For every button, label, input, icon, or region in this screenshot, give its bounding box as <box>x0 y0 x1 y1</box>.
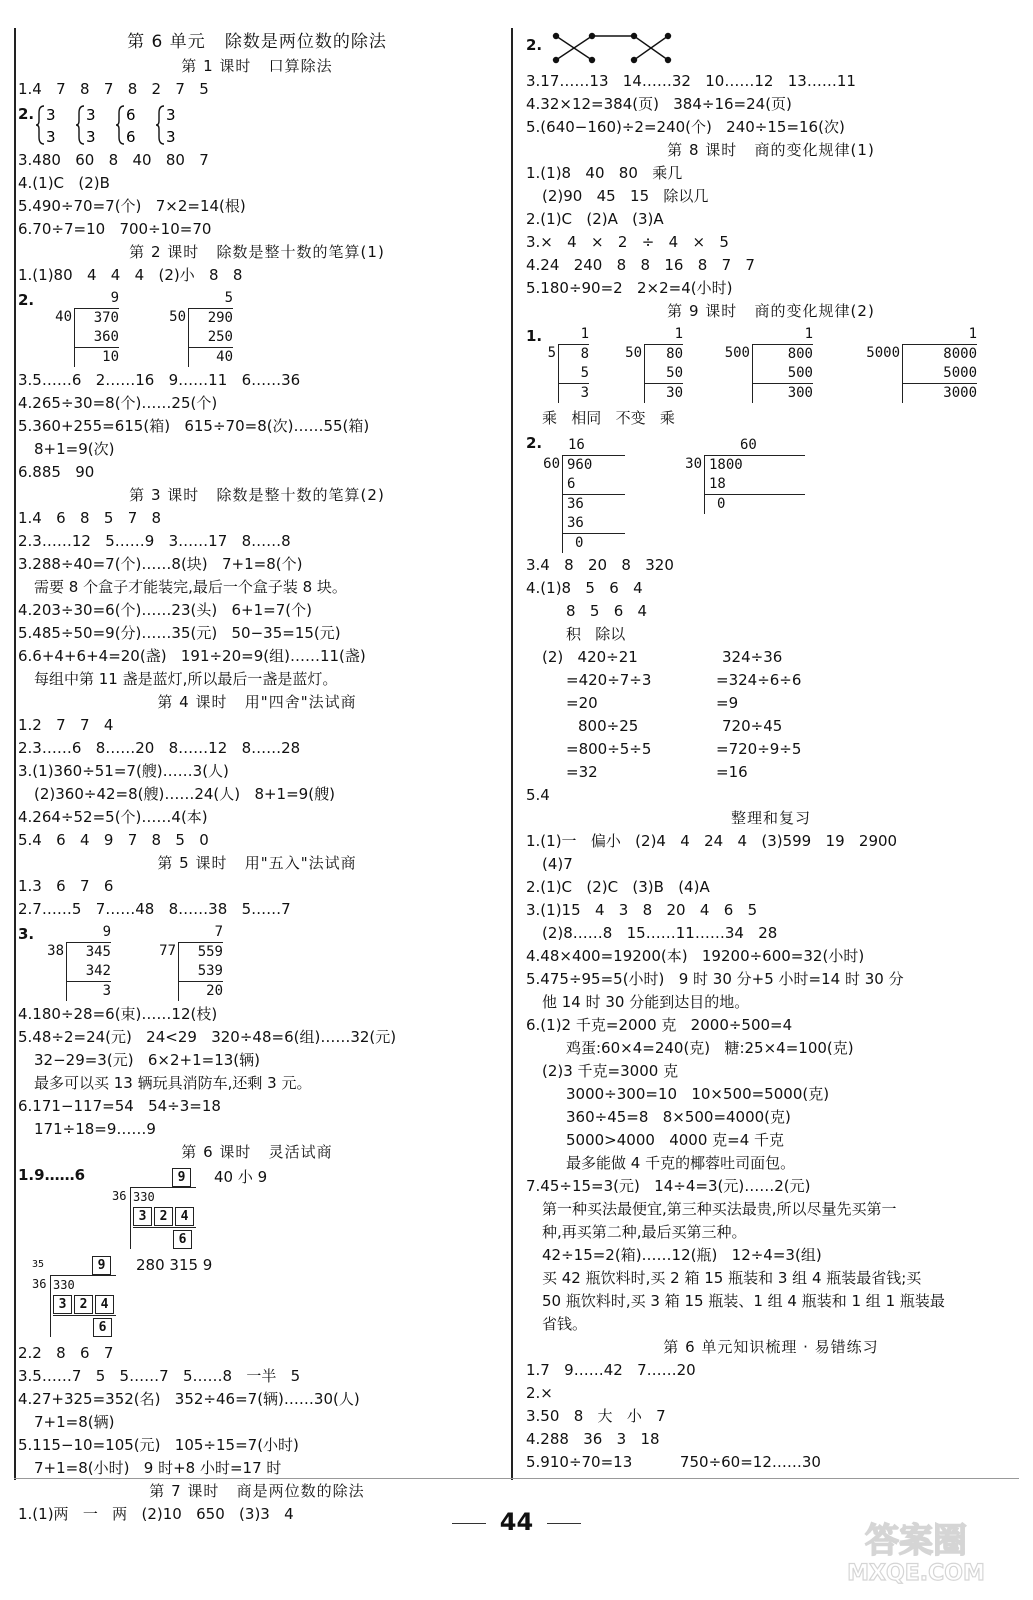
subtrahend: 50 <box>645 364 683 384</box>
brace-pairs <box>36 103 236 147</box>
dividend: 8 <box>580 346 589 362</box>
boxed-division <box>32 1256 116 1337</box>
subtrahend: 5 <box>559 364 589 384</box>
answer-line: (2)90 45 15 除以几 <box>542 187 709 205</box>
dividend: 345 <box>85 944 111 960</box>
divisor: 5000 <box>866 345 900 361</box>
matching-lines-diagram <box>544 30 694 66</box>
answer-line: 4.48×400=19200(本) 19200÷600=32(小时) <box>526 947 865 965</box>
exercise-title: 第 6 单元知识梳理 · 易错练习 <box>663 1338 879 1356</box>
divisor: 38 <box>47 943 64 959</box>
watermark-url: MXQE.COM <box>847 1561 985 1586</box>
answer-line: 171÷18=9……9 <box>34 1120 156 1138</box>
watermark-logo <box>821 1516 1011 1586</box>
long-division <box>618 325 683 403</box>
answer-line: (2)360÷42=8(艘)……24(人) 8+1=9(艘) <box>34 785 335 803</box>
divisor: 50 <box>169 309 186 325</box>
equation-row <box>526 761 1016 784</box>
long-division-block <box>526 325 1016 405</box>
equation-right: 324÷36 <box>722 648 783 666</box>
item-number: 2. <box>18 105 35 123</box>
long-division <box>840 325 977 403</box>
answer-line: 3.(1)360÷51=7(艘)……3(人) <box>18 762 229 780</box>
answer-line: 5.485÷50=9(分)……35(元) 50−35=15(元) <box>18 624 341 642</box>
equation-right: =16 <box>716 763 748 781</box>
answer-line: 7.45÷15=3(元) 14÷4=3(元)……2(元) <box>526 1177 811 1195</box>
remainder: 10 <box>102 349 119 365</box>
answer-line: 5.180÷90=2 2×2=4(小时) <box>526 279 733 297</box>
pair-value: 3 <box>86 106 96 124</box>
remainder: 0 <box>575 535 584 551</box>
answer-line: 鸡蛋:60×4=240(克) 糖:25×4=100(克) <box>566 1039 854 1057</box>
answer-line: (4)7 <box>542 855 573 873</box>
digit-box: 2 <box>74 1295 93 1314</box>
digit-box: 3 <box>53 1295 72 1314</box>
answer-line: 1.(1)80 4 4 4 (2)小 8 8 <box>18 266 243 284</box>
answer-line: 3.50 8 大 小 7 <box>526 1407 666 1425</box>
answer-line: 1.(1)两 一 两 (2)10 650 (3)3 4 <box>18 1505 294 1523</box>
answer-line: 3.(1)15 4 3 8 20 4 6 5 <box>526 901 758 919</box>
answer-line: 8 5 6 4 <box>566 602 648 620</box>
equation-left: 800÷25 <box>578 717 639 735</box>
pair-value: 3 <box>46 106 56 124</box>
long-division-block <box>18 289 496 367</box>
pair-value: 3 <box>86 128 96 146</box>
answer-line: 50 瓶饮料时,买 3 箱 15 瓶装、1 组 4 瓶装和 1 组 1 瓶装最 <box>542 1292 945 1310</box>
answer-text: 40 小 9 <box>214 1168 268 1186</box>
answer-line: 乘 相同 不变 乘 <box>542 409 675 427</box>
pair-value: 3 <box>166 106 176 124</box>
digit-box: 4 <box>95 1295 114 1314</box>
brace-pairs-block <box>18 103 496 147</box>
boxed-division-block <box>18 1254 496 1340</box>
answer-line: 3.4 8 20 8 320 <box>526 556 674 574</box>
remainder: 3 <box>580 385 589 401</box>
lesson-6-title: 第 6 课时 灵活试商 <box>181 1143 333 1161</box>
answer-line: 6.(1)2 千克=2000 克 2000÷500=4 <box>526 1016 793 1034</box>
long-division <box>716 325 813 403</box>
long-division <box>36 923 111 1001</box>
column-divider <box>511 28 513 1480</box>
partial-product: 18 <box>705 475 805 495</box>
partial-product: 6 <box>563 475 625 495</box>
equation-right: 720÷45 <box>722 717 783 735</box>
answer-line: 4.27+325=352(名) 352÷46=7(辆)……30(人) <box>18 1390 360 1408</box>
answer-line: 3.17……13 14……32 10……12 13……11 <box>526 72 856 90</box>
equation-row <box>526 692 1016 715</box>
subtrahend: 360 <box>75 328 119 348</box>
answer-line: 每组中第 11 盏是蓝灯,所以最后一盏是蓝灯。 <box>34 670 338 688</box>
dividend: 1800 <box>709 457 743 473</box>
digit-box: 3 <box>133 1207 152 1226</box>
watermark-text: 答案圈 <box>865 1521 967 1561</box>
answer-line: 最多能做 4 千克的椰蓉吐司面包。 <box>566 1154 796 1172</box>
remainder: 20 <box>206 983 223 999</box>
answer-line: 5000>4000 4000 克=4 千克 <box>566 1131 785 1149</box>
answer-line: 4.264÷52=5(个)……4(本) <box>18 808 208 826</box>
lesson-8-title: 第 8 课时 商的变化规律(1) <box>667 141 875 159</box>
answer-line: 3.288÷40=7(个)……8(块) 7+1=8(个) <box>18 555 303 573</box>
item-number: 1. <box>526 327 543 345</box>
answer-line: 5.115−10=105(元) 105÷15=7(小时) <box>18 1436 299 1454</box>
equation-right: =9 <box>716 694 739 712</box>
divisor: 36 <box>32 1277 47 1291</box>
subtrahend: 539 <box>179 962 223 982</box>
answer-line: 3.5……6 2……16 9……11 6……36 <box>18 371 301 389</box>
answer-line: 4.180÷28=6(束)……12(枝) <box>18 1005 218 1023</box>
subtrahend: 5000 <box>903 364 977 384</box>
item-number: 2. <box>526 36 543 54</box>
equation-left: (2) 420÷21 <box>542 648 638 666</box>
pair-value: 6 <box>126 106 136 124</box>
boxed-division-block <box>18 1166 496 1252</box>
left-column <box>18 30 496 1526</box>
long-division-block <box>18 923 496 1001</box>
answer-line: 4.288 36 3 18 <box>526 1430 660 1448</box>
divisor: 50 <box>625 345 642 361</box>
equation-right: =720÷9÷5 <box>716 740 802 758</box>
equation-left: =32 <box>566 763 598 781</box>
long-division <box>44 289 119 367</box>
page-number-text: 44 <box>499 1508 534 1536</box>
answer-line: 第一种买法最便宜,第三种买法最贵,所以尽量先买第一 <box>542 1200 897 1218</box>
answer-line: 32−29=3(元) 6×2+1=13(辆) <box>34 1051 260 1069</box>
quotient: 7 <box>214 924 223 940</box>
long-division <box>158 289 233 367</box>
equation-left: =800÷5÷5 <box>566 740 652 758</box>
dividend: 80 <box>666 346 683 362</box>
answer-line: (2)8……8 15……11……34 28 <box>542 924 778 942</box>
answer-line: 2.(1)C (2)C (3)B (4)A <box>526 878 710 896</box>
answer-line: 3000÷300=10 10×500=5000(克) <box>566 1085 830 1103</box>
quotient: 9 <box>102 924 111 940</box>
quotient: 1 <box>580 326 589 342</box>
answer-line: 需要 8 个盒子才能装完,最后一个盒子装 8 块。 <box>34 578 347 596</box>
left-margin-rule <box>14 28 16 1480</box>
answer-line: 5.(640−160)÷2=240(个) 240÷15=16(次) <box>526 118 845 136</box>
answer-line: 1.3 6 7 6 <box>18 877 114 895</box>
equation-left: =20 <box>566 694 598 712</box>
remainder: 300 <box>787 385 813 401</box>
pair-value: 6 <box>126 128 136 146</box>
answer-line: 5.360+255=615(箱) 615÷70=8(次)……55(箱) <box>18 417 370 435</box>
dividend: 290 <box>207 310 233 326</box>
answer-line: 1.7 9……42 7……20 <box>526 1361 696 1379</box>
answer-line: 他 14 时 30 分能到达目的地。 <box>542 993 750 1011</box>
divisor: 40 <box>55 309 72 325</box>
answer-line: 8+1=9(次) <box>34 440 115 458</box>
lesson-4-title: 第 4 课时 用"四舍"法试商 <box>157 693 357 711</box>
dividend: 800 <box>787 346 813 362</box>
equation-left: =420÷7÷3 <box>566 671 652 689</box>
answer-line: 省钱。 <box>542 1315 588 1333</box>
answer-line: 5.48÷2=24(元) 24<29 320÷48=6(组)……32(元) <box>18 1028 397 1046</box>
answer-line: 积 除以 <box>566 625 626 643</box>
answer-text: 1.9……6 <box>18 1166 86 1184</box>
quotient-box: 9 <box>172 1168 191 1187</box>
answer-line: 2.× <box>526 1384 553 1402</box>
quotient: 5 <box>224 290 233 306</box>
dividend: 330 <box>133 1190 155 1204</box>
dividend: 8000 <box>943 346 977 362</box>
answer-line: 1.4 6 8 5 7 8 <box>18 509 162 527</box>
pair-value: 3 <box>46 128 56 146</box>
equation-right: =324÷6÷6 <box>716 671 802 689</box>
partial-remainder: 36 <box>567 496 584 512</box>
answer-line: 4.32×12=384(页) 384÷16=24(页) <box>526 95 792 113</box>
quotient: 9 <box>110 290 119 306</box>
answer-line: 种,再买第二种,最后买第三种。 <box>542 1223 747 1241</box>
answer-line: 7+1=8(小时) 9 时+8 小时=17 时 <box>34 1459 282 1477</box>
item-number: 3. <box>18 925 35 943</box>
divisor: 500 <box>724 345 750 361</box>
answer-line: 4.24 240 8 8 16 8 7 7 <box>526 256 755 274</box>
lesson-2-title: 第 2 课时 除数是整十数的笔算(1) <box>129 243 385 261</box>
remainder: 40 <box>216 349 233 365</box>
answer-line: 42÷15=2(箱)……12(瓶) 12÷4=3(组) <box>542 1246 822 1264</box>
answer-line: 5.4 <box>526 786 550 804</box>
answer-text: 280 315 9 <box>136 1256 213 1274</box>
long-division <box>544 325 589 403</box>
matching-lines-block <box>526 30 1016 70</box>
remainder: 0 <box>717 496 726 512</box>
remainder-box: 6 <box>173 1230 192 1249</box>
equation-row <box>526 738 1016 761</box>
answer-line: 1.2 7 7 4 <box>18 716 114 734</box>
answer-line: 3.480 60 8 40 80 7 <box>18 151 209 169</box>
review-title: 整理和复习 <box>730 809 811 827</box>
digit-box: 2 <box>154 1207 173 1226</box>
long-division <box>540 436 625 553</box>
answer-line: 4.(1)C (2)B <box>18 174 110 192</box>
answer-line: 5.910÷70=13 750÷60=12……30 <box>526 1453 821 1471</box>
dash-right <box>547 1523 581 1524</box>
dividend: 960 <box>567 457 593 473</box>
answer-line: 6.70÷7=10 700÷10=70 <box>18 220 212 238</box>
lesson-7-title: 第 7 课时 商是两位数的除法 <box>149 1482 365 1500</box>
quotient: 60 <box>740 437 757 453</box>
equation-row <box>526 715 1016 738</box>
subtrahend: 342 <box>67 962 111 982</box>
answer-line: 1.4 7 8 7 8 2 7 5 <box>18 80 209 98</box>
lesson-3-title: 第 3 课时 除数是整十数的笔算(2) <box>129 486 385 504</box>
answer-line: 买 42 瓶饮料时,买 2 箱 15 瓶装和 3 组 4 瓶装最省钱;买 <box>542 1269 922 1287</box>
quotient: 1 <box>968 326 977 342</box>
right-column <box>526 30 1016 1474</box>
divisor: 77 <box>159 943 176 959</box>
pair-value: 3 <box>166 128 176 146</box>
item-number: 2. <box>526 434 543 452</box>
answer-line: 4.265÷30=8(个)……25(个) <box>18 394 218 412</box>
partial-product: 36 <box>563 514 625 534</box>
answer-line: 5.475÷95=5(小时) 9 时 30 分+5 小时=14 时 30 分 <box>526 970 904 988</box>
answer-line: (2)3 千克=3000 克 <box>542 1062 679 1080</box>
quotient: 1 <box>804 326 813 342</box>
answer-line: 3.5……7 5 5……7 5……8 一半 5 <box>18 1367 301 1385</box>
answer-line: 2.2 8 6 7 <box>18 1344 114 1362</box>
answer-line: 1.(1)8 40 80 乘几 <box>526 164 683 182</box>
answer-line: 4.(1)8 5 6 4 <box>526 579 643 597</box>
divisor: 60 <box>543 456 560 472</box>
answer-line: 5.4 6 4 9 7 8 5 0 <box>18 831 209 849</box>
item-number: 2. <box>18 291 35 309</box>
dividend: 330 <box>53 1278 75 1292</box>
subtrahend: 500 <box>753 364 813 384</box>
trial-number: 35 <box>32 1259 45 1270</box>
long-division <box>682 436 805 514</box>
equation-row <box>526 646 1016 669</box>
quotient: 1 <box>674 326 683 342</box>
answer-line: 最多可以买 13 辆玩具消防车,还剩 3 元。 <box>34 1074 312 1092</box>
divisor: 5 <box>547 345 556 361</box>
answer-line: 2.7……5 7……48 8……38 5……7 <box>18 900 291 918</box>
lesson-1-title: 第 1 课时 口算除法 <box>181 57 333 75</box>
lesson-9-title: 第 9 课时 商的变化规律(2) <box>667 302 875 320</box>
answer-line: 6.171−117=54 54÷3=18 <box>18 1097 221 1115</box>
lesson-5-title: 第 5 课时 用"五入"法试商 <box>157 854 357 872</box>
answer-line: 4.203÷30=6(个)……23(头) 6+1=7(个) <box>18 601 312 619</box>
divisor: 36 <box>112 1189 127 1203</box>
long-division <box>148 923 223 1001</box>
remainder-box: 6 <box>93 1318 112 1337</box>
answer-line: 2.(1)C (2)A (3)A <box>526 210 664 228</box>
dash-left <box>452 1523 486 1524</box>
long-division-block <box>526 432 1016 552</box>
quotient: 16 <box>568 437 585 453</box>
answer-line: 2.3……6 8……20 8……12 8……28 <box>18 739 301 757</box>
answer-line: 3.× 4 × 2 ÷ 4 × 5 <box>526 233 729 251</box>
boxed-division <box>112 1168 196 1249</box>
divisor: 30 <box>685 456 702 472</box>
equation-row <box>526 669 1016 692</box>
answer-line: 2.3……12 5……9 3……17 8……8 <box>18 532 291 550</box>
remainder: 3000 <box>943 385 977 401</box>
footer-rule <box>14 1478 1019 1479</box>
remainder: 30 <box>666 385 683 401</box>
answer-line: 7+1=8(辆) <box>34 1413 115 1431</box>
unit-title: 第 6 单元 除数是两位数的除法 <box>127 32 387 52</box>
quotient-box: 9 <box>92 1256 111 1275</box>
answer-line: 6.885 90 <box>18 463 95 481</box>
answer-line: 5.490÷70=7(个) 7×2=14(根) <box>18 197 246 215</box>
dividend: 370 <box>93 310 119 326</box>
answer-line: 1.(1)一 偏小 (2)4 4 24 4 (3)599 19 2900 <box>526 832 898 850</box>
subtrahend: 250 <box>189 328 233 348</box>
remainder: 3 <box>102 983 111 999</box>
dividend: 559 <box>197 944 223 960</box>
answer-line: 6.6+4+6+4=20(盏) 191÷20=9(组)……11(盏) <box>18 647 366 665</box>
answer-line: 360÷45=8 8×500=4000(克) <box>566 1108 791 1126</box>
digit-box: 4 <box>175 1207 194 1226</box>
